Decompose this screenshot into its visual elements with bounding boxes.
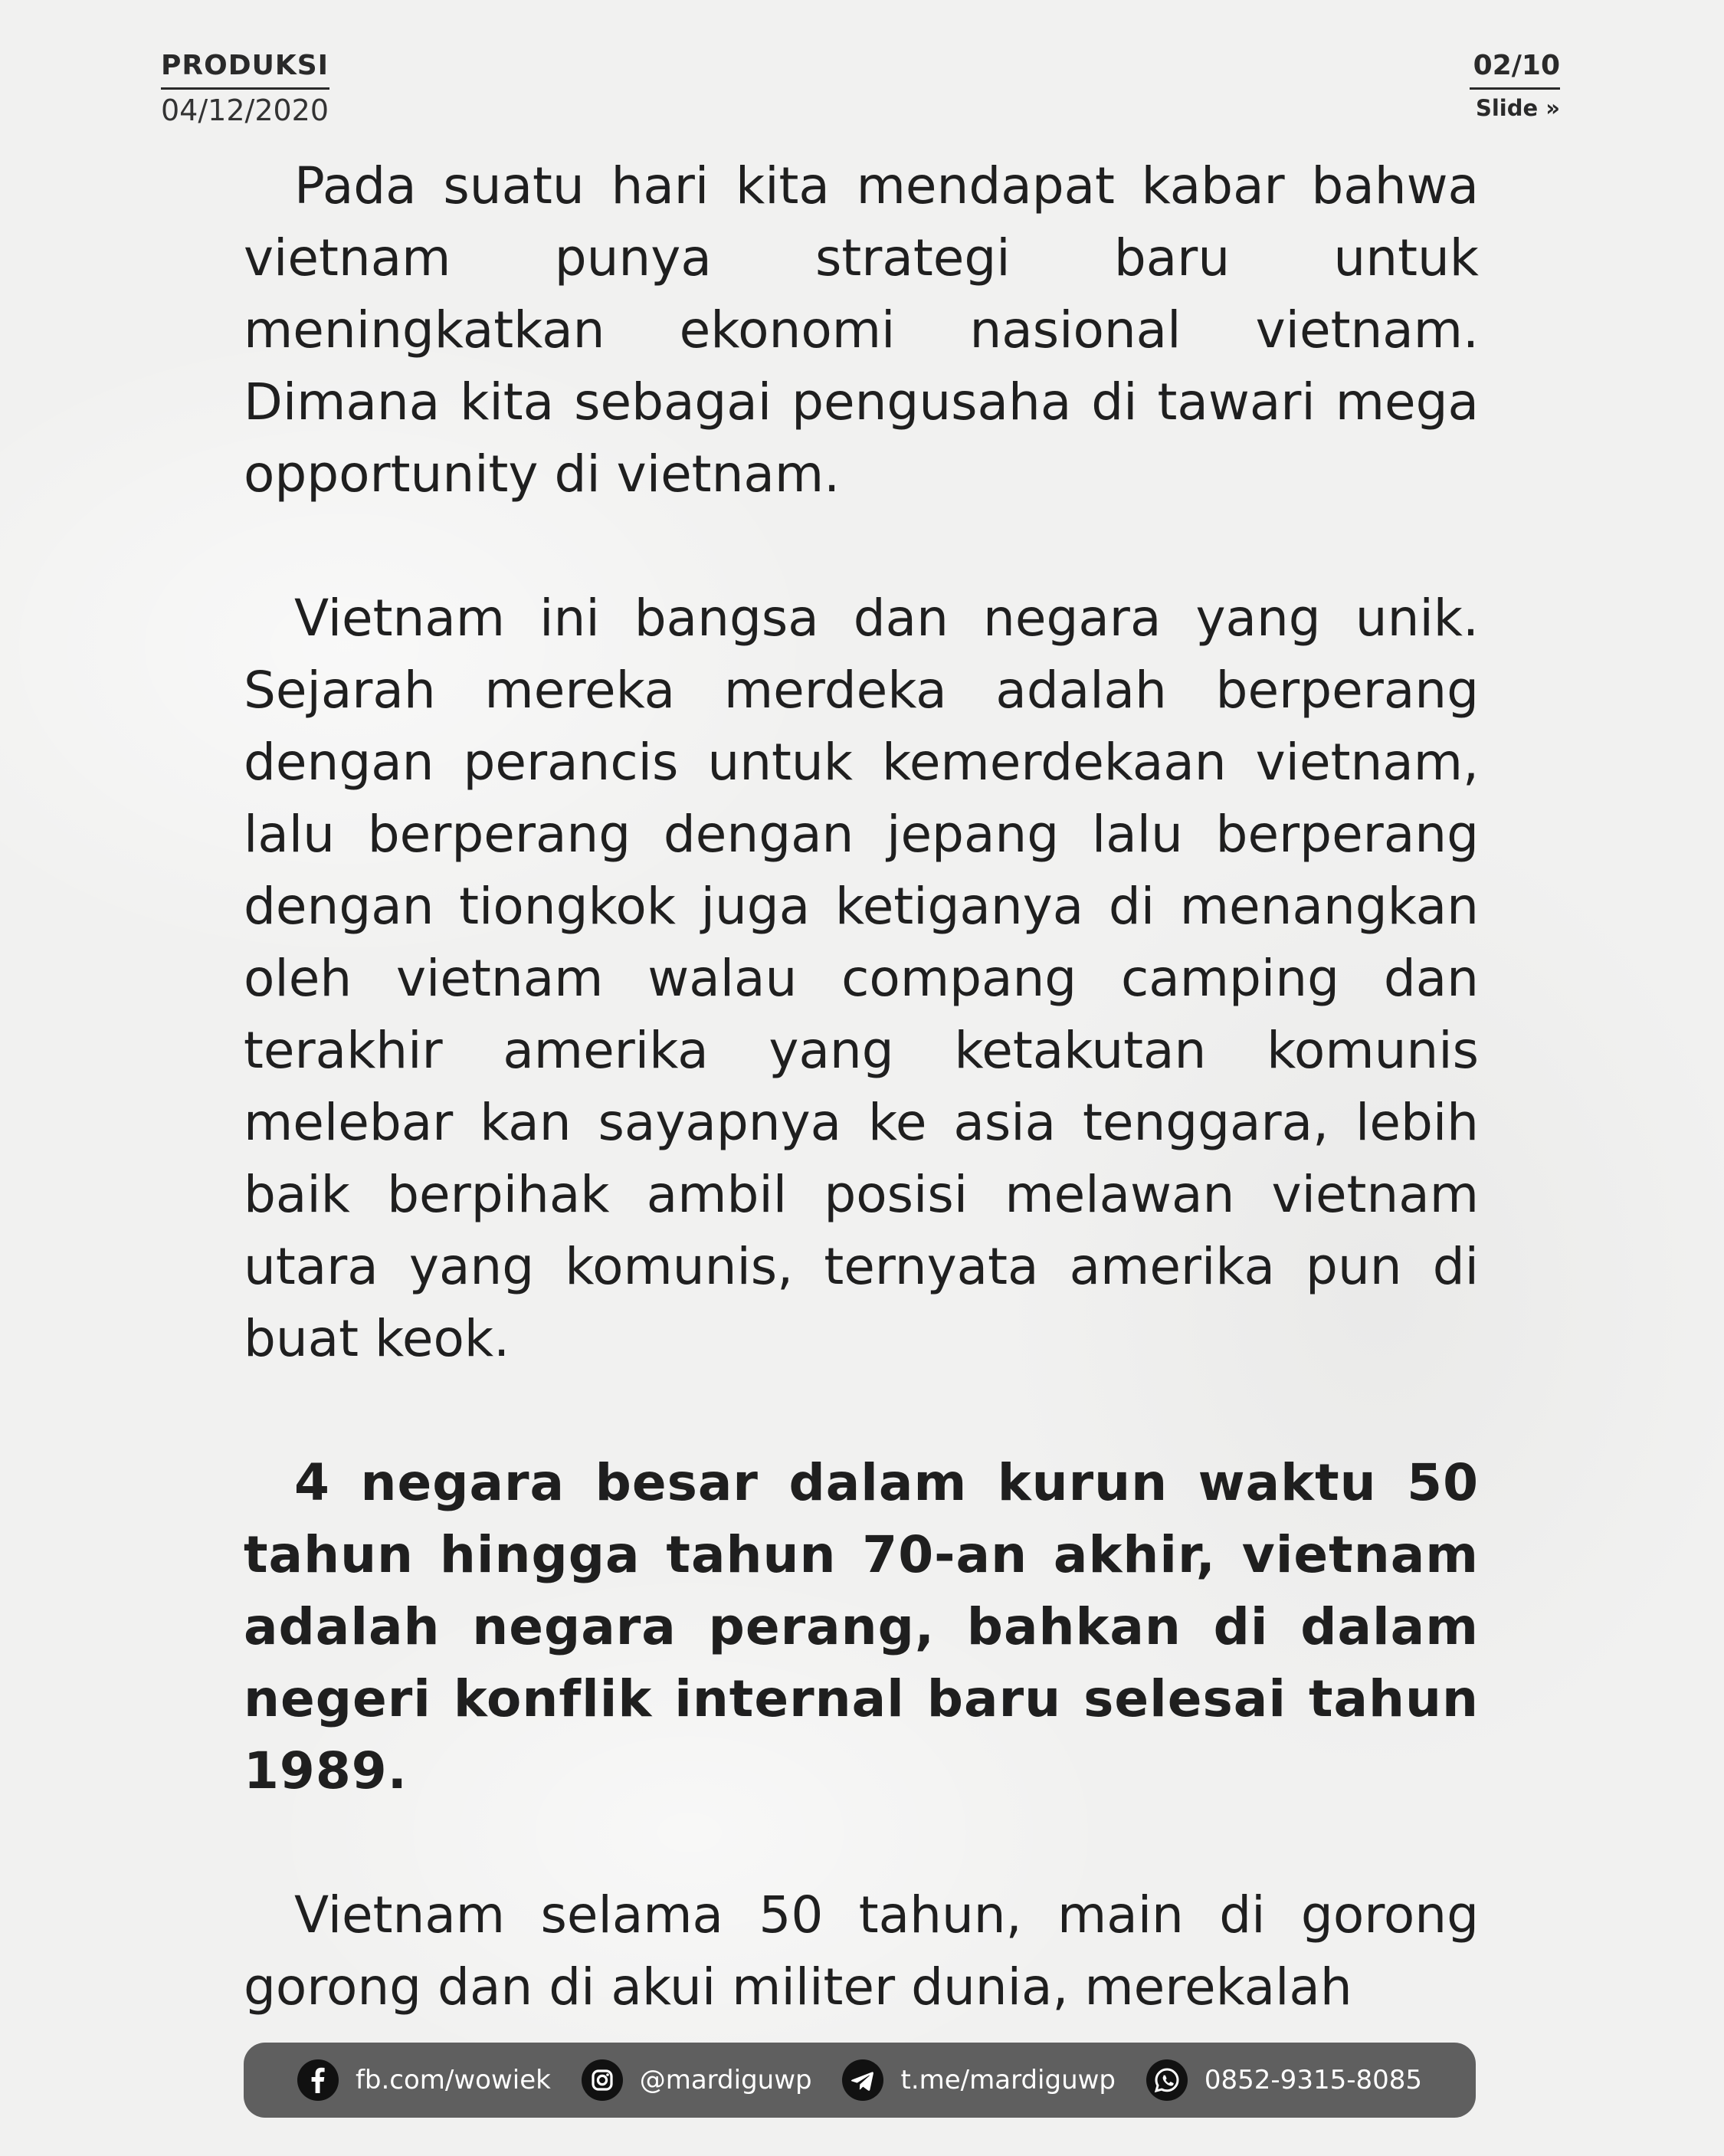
category-label: PRODUKSI <box>161 50 329 81</box>
slide-next-label[interactable]: Slide » <box>1475 95 1560 121</box>
whatsapp-link[interactable] <box>1146 2059 1422 2101</box>
whatsapp-icon <box>1146 2059 1188 2101</box>
post-date: 04/12/2020 <box>161 94 329 127</box>
page-counter: 02/10 <box>1473 50 1560 81</box>
facebook-icon <box>297 2059 339 2101</box>
paragraph: Vietnam ini bangsa dan negara yang unik. Sejarah mereka merdeka adalah berperang dengan perancis untuk kemerdekaan vietnam, lalu berperang dengan jepang lalu berperang dengan tiongkok juga ketiganya di menangkan oleh vietnam walau compang camping dan terakhir amerika yang ketakutan komunis melebar kan sayapnya ke asia tenggara, lebih baik berpihak ambil posisi melawan vietnam utara yang komunis, ternyata amerika pun di buat keok. <box>244 589 1479 1368</box>
instagram-link[interactable] <box>582 2059 812 2101</box>
paragraph-bold: 4 negara besar dalam kurun waktu 50 tahun hingga tahun 70-an akhir, vietnam adalah negara perang, bahkan di dalam negeri konflik internal baru selesai tahun 1989. <box>244 1453 1479 1800</box>
telegram-icon <box>842 2059 883 2101</box>
instagram-icon <box>582 2059 623 2101</box>
facebook-handle: fb.com/wowiek <box>355 2065 551 2095</box>
header-divider <box>1470 87 1560 90</box>
header-divider <box>161 87 329 90</box>
telegram-handle: t.me/mardiguwp <box>900 2065 1116 2095</box>
telegram-link[interactable] <box>842 2059 1116 2101</box>
paragraph: Vietnam selama 50 tahun, main di gorong gorong dan di akui militer dunia, merekalah <box>244 1885 1479 2017</box>
facebook-link[interactable] <box>297 2059 551 2101</box>
whatsapp-number: 0852-9315-8085 <box>1204 2065 1423 2095</box>
article-body <box>244 150 1479 2095</box>
header-left <box>161 49 329 128</box>
instagram-handle: @mardiguwp <box>639 2065 812 2095</box>
social-footer-bar <box>244 2043 1476 2118</box>
header-right <box>1470 49 1560 123</box>
paragraph: Pada suatu hari kita mendapat kabar bahwa vietnam punya strategi baru untuk meningkatkan ekonomi nasional vietnam. Dimana kita sebagai pengusaha di tawari mega opportunity di vietnam. <box>244 156 1479 504</box>
